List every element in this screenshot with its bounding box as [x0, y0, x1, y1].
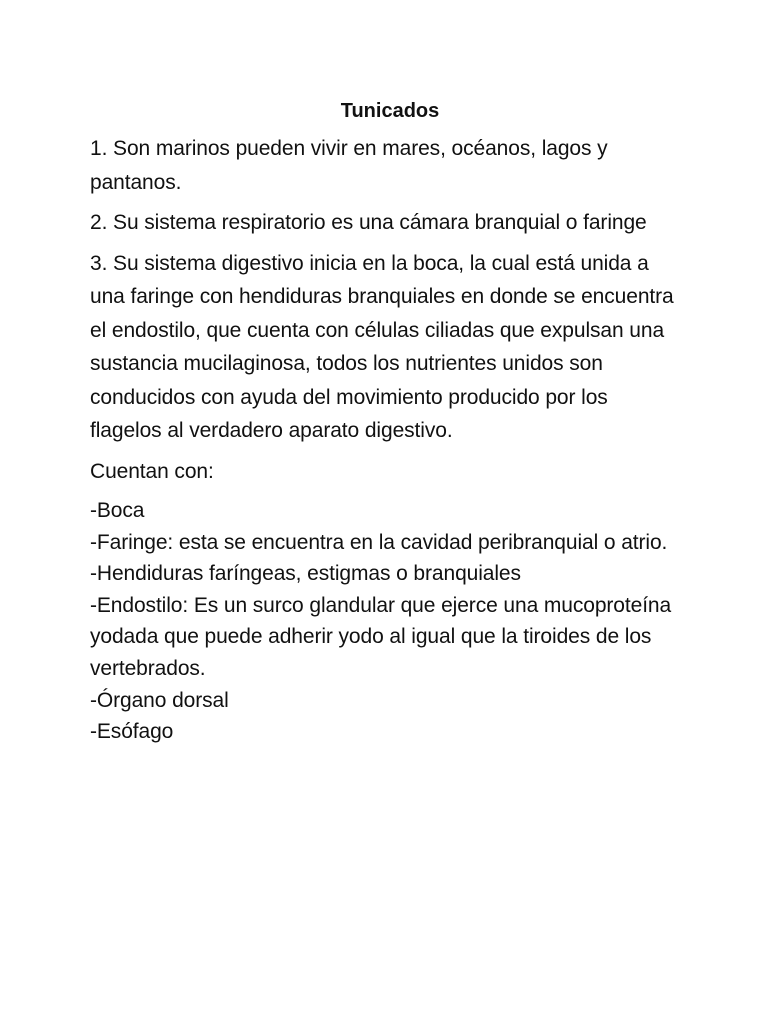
- list-item: -Órgano dorsal: [90, 688, 229, 712]
- organ-list: [90, 495, 684, 748]
- list-item: -Endostilo: Es un surco glandular que ejerce una mucoproteína yodada que puede adherir yodo al igual que la tiroides de los vertebrados.: [90, 593, 672, 680]
- document-title: Tunicados: [340, 100, 440, 122]
- paragraph-marine-habitat: 1. Son marinos pueden vivir en mares, océanos, lagos y pantanos.: [90, 137, 608, 194]
- list-item: -Esófago: [90, 720, 174, 744]
- list-item: -Boca: [90, 499, 145, 522]
- paragraph-list-intro: Cuentan con:: [90, 459, 214, 483]
- paragraph-respiratory-system: 2. Su sistema respiratorio es una cámara branquial o faringe: [90, 211, 647, 234]
- paragraph-digestive-system: 3. Su sistema digestivo inicia en la boca, la cual está unida a una faringe con hendiduras branquiales en donde se encuentra el endostilo, que cuenta con células ciliadas que expulsan una sustancia mucilaginosa, todos los nutrientes unidos son conducidos con ayuda del movimiento producido por los flagelos al verdadero aparato digestivo.: [90, 251, 674, 442]
- list-item: -Hendiduras faríngeas, estigmas o branquiales: [90, 562, 521, 586]
- list-item: -Faringe: esta se encuentra en la cavidad peribranquial o atrio.: [90, 530, 668, 554]
